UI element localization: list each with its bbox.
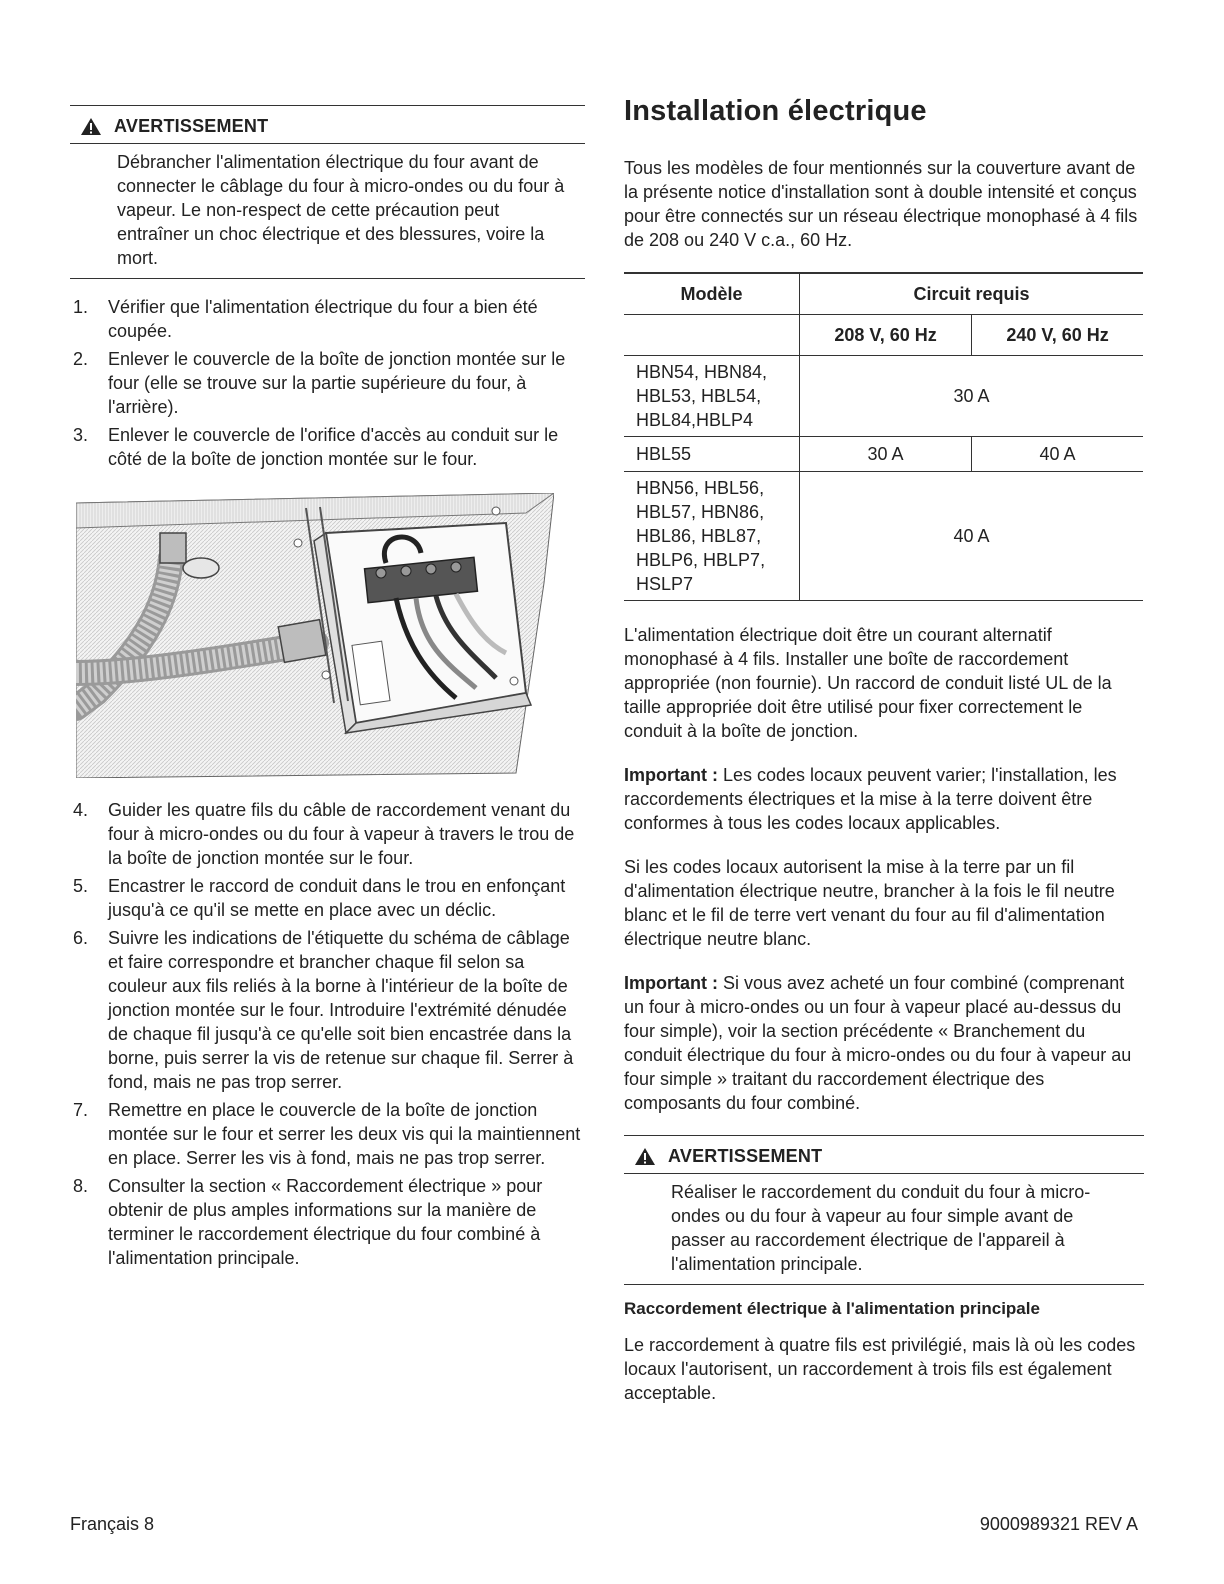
- step-item: 2. Enlever le couvercle de la boîte de jonction montée sur le four (elle se trouve sur la partie supérieure du four, à l'arrière).: [73, 349, 566, 417]
- table-header-empty: [624, 315, 800, 356]
- step-item: 3. Enlever le couvercle de l'orifice d'accès au conduit sur le côté de la boîte de jonction montée sur le four.: [73, 425, 559, 469]
- wiring-paragraph: Le raccordement à quatre fils est privilégié, mais là où les codes locaux l'autorisent, un raccordement à trois fils est également acceptable.: [624, 1335, 1136, 1403]
- table-row: [624, 356, 1143, 437]
- warning-title: AVERTISSEMENT: [114, 116, 269, 136]
- warning-box-2: [624, 1135, 1144, 1285]
- model-cell: HBL55: [624, 437, 800, 472]
- step-item: 6. Suivre les indications de l'étiquette du schéma de câblage et faire correspondre et brancher chaque fil selon sa couleur aux fils reliés à la borne à l'intérieur de la boîte de jonction montée sur le four. Introduire l'extrémité dénudée de chaque fil jusqu'à ce qu'elle soit bien encastrée dans la borne, puis serrer la vis de retenue sur chaque fil. Serrer à fond, mais ne pas trop serrer.: [73, 928, 574, 1092]
- footer-page-label: Français 8: [70, 1514, 155, 1534]
- table-header-model: Modèle: [624, 273, 800, 315]
- warning-text: Débrancher l'alimentation électrique du four avant de connecter le câblage du four à micro-ondes ou du four à vapeur. Le non-respect de cette précaution peut entraîner un choc électrique et des blessures, voire la mort.: [117, 152, 565, 268]
- step-item: 1. Vérifier que l'alimentation électrique du four a bien été coupée.: [73, 297, 538, 341]
- important-note-2: Important : Si vous avez acheté un four combiné (comprenant un four à micro-ondes ou un four à vapeur placé au-dessus du four simple), voir la section précédente « Branchement du conduit électrique du four à micro-ondes ou du four à vapeur au four simple » traitant du raccordement électrique des composants du four combiné.: [624, 973, 1132, 1113]
- amperage-cell-208: 30 A: [800, 437, 972, 472]
- steps-list-a: [70, 295, 585, 471]
- model-cell: HBN54, HBN84, HBL53, HBL54, HBL84,HBLP4: [624, 356, 800, 437]
- warning-header: [70, 106, 585, 144]
- right-column: [624, 95, 1144, 1425]
- model-cell: HBN56, HBL56, HBL57, HBN86, HBL86, HBL87, HBLP6, HBLP7, HSLP7: [624, 472, 800, 601]
- junction-box-illustration: [76, 493, 554, 778]
- table-row: [624, 437, 1143, 472]
- power-paragraph: L'alimentation électrique doit être un courant alternatif monophasé à 4 fils. Installer une boîte de raccordement appropriée (non fournie). Un raccord de conduit listé UL de la taille appropriée doit être utilisé pour fixer correctement le conduit à la boîte de jonction.: [624, 625, 1112, 741]
- warning-triangle-icon: [634, 1147, 656, 1166]
- step-item: 8. Consulter la section « Raccordement électrique » pour obtenir de plus amples informations sur la manière de terminer le raccordement électrique du four combiné à l'alimentation principale.: [73, 1176, 543, 1268]
- circuit-table: [624, 272, 1143, 601]
- amperage-cell-240: 40 A: [972, 437, 1143, 472]
- table-header-208: 208 V, 60 Hz: [800, 315, 972, 356]
- warning-box: [70, 105, 585, 279]
- steps-list-b: [70, 798, 585, 1270]
- table-header-circuit: Circuit requis: [800, 273, 1144, 315]
- subheading: Raccordement électrique à l'alimentation principale: [624, 1299, 1040, 1318]
- amperage-cell: 30 A: [800, 356, 1144, 437]
- warning-triangle-icon: [80, 117, 102, 136]
- step-item: 7. Remettre en place le couvercle de la boîte de jonction montée sur le four et serrer les deux vis qui la maintiennent en place. Serrer les vis à fond, mais ne pas trop serrer.: [73, 1100, 581, 1168]
- step-item: 4. Guider les quatre fils du câble de raccordement venant du four à micro-ondes ou du four à vapeur à travers le trou de la boîte de jonction montée sur le four.: [73, 800, 575, 868]
- warning-text: Réaliser le raccordement du conduit du four à micro-ondes ou du four à vapeur au four simple avant de passer au raccordement électrique de l'appareil à l'alimentation principale.: [671, 1182, 1091, 1274]
- important-note-1: Important : Les codes locaux peuvent varier; l'installation, les raccordements électriques et la mise à la terre doivent être conformes à tous les codes locaux applicables.: [624, 765, 1117, 833]
- grounding-paragraph: Si les codes locaux autorisent la mise à la terre par un fil d'alimentation électrique neutre, brancher à la fois le fil neutre blanc et le fil de terre vert venant du four au fil d'alimentation électrique neutre blanc.: [624, 857, 1115, 949]
- step-item: 5. Encastrer le raccord de conduit dans le trou en enfonçant jusqu'à ce qu'il se mette en place avec un déclic.: [73, 876, 566, 920]
- amperage-cell: 40 A: [800, 472, 1144, 601]
- footer-doc-number: 9000989321 REV A: [979, 1514, 1138, 1534]
- section-heading: Installation électrique: [624, 95, 927, 127]
- warning-header: [624, 1136, 1144, 1174]
- warning-title: AVERTISSEMENT: [668, 1146, 823, 1166]
- table-header-240: 240 V, 60 Hz: [972, 315, 1143, 356]
- intro-paragraph: Tous les modèles de four mentionnés sur la couverture avant de la présente notice d'installation sont à double intensité et conçus pour être connectés sur un réseau électrique monophasé à 4 fils de 208 ou 240 V c.a., 60 Hz.: [624, 158, 1138, 250]
- left-column: [70, 105, 585, 1274]
- table-row: [624, 472, 1143, 601]
